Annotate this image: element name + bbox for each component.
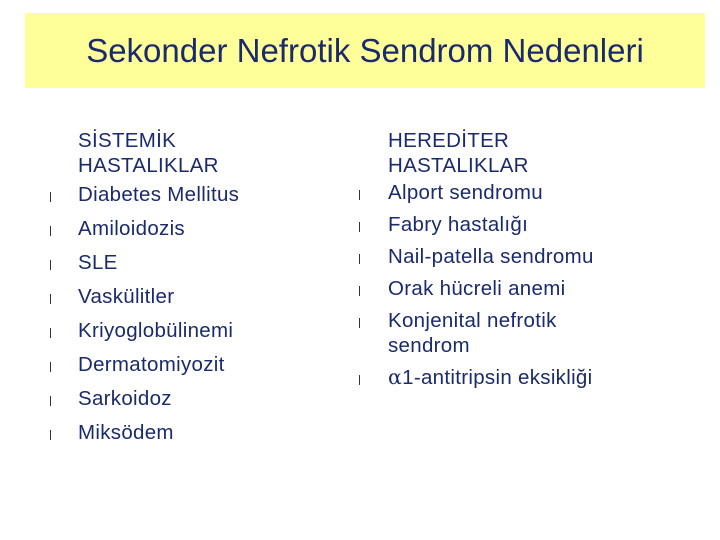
list-item-label: Alport sendromu (388, 181, 543, 204)
systemic-diseases-column (40, 128, 340, 454)
list-item-label: 1-antitripsin eksikliği (402, 366, 593, 389)
bullet-icon (359, 222, 361, 232)
bullet-icon (359, 254, 361, 264)
list-item (40, 182, 340, 207)
list-item-label: Sarkoidoz (78, 387, 172, 410)
list-item-label-line2: sendrom (388, 334, 470, 357)
list-item (40, 216, 340, 241)
list-item-label: Dermatomiyozit (78, 353, 225, 376)
bullet-icon (359, 318, 361, 328)
systemic-heading (40, 128, 340, 178)
list-item (40, 386, 340, 411)
list-item-label: Diabetes Mellitus (78, 183, 240, 206)
list-item (40, 250, 340, 275)
hereditary-diseases-column (350, 128, 695, 397)
hereditary-heading-line2: HASTALIKLAR (388, 154, 529, 177)
list-item (40, 420, 340, 445)
list-item-label-line1: Konjenital nefrotik (388, 309, 557, 332)
list-item (350, 244, 695, 269)
list-item-label: Amiloidozis (78, 217, 185, 240)
list-item-label: SLE (78, 251, 118, 274)
bullet-icon (50, 192, 52, 202)
list-item-label: Orak hücreli anemi (388, 277, 566, 300)
bullet-icon (50, 226, 52, 236)
list-item (350, 308, 695, 358)
list-item-label: Vaskülitler (78, 285, 175, 308)
hereditary-heading-line1: HEREDİTER (388, 129, 510, 152)
list-item (350, 180, 695, 205)
bullet-icon (50, 294, 52, 304)
list-item-label: Nail-patella sendromu (388, 245, 594, 268)
list-item (40, 284, 340, 309)
title-banner (25, 13, 705, 88)
bullet-icon (359, 375, 361, 385)
list-item-label: Kriyoglobülinemi (78, 319, 234, 342)
list-item-label: Fabry hastalığı (388, 213, 529, 236)
page-title: Sekonder Nefrotik Sendrom Nedenleri (86, 31, 644, 69)
alpha-symbol: α (388, 365, 403, 389)
list-item-label: Miksödem (78, 421, 174, 444)
hereditary-heading (350, 128, 695, 178)
bullet-icon (50, 430, 52, 440)
list-item (40, 352, 340, 377)
list-item (40, 318, 340, 343)
systemic-heading-line2: HASTALIKLAR (78, 154, 219, 177)
bullet-icon (50, 362, 52, 372)
systemic-heading-line1: SİSTEMİK (78, 129, 177, 152)
bullet-icon (50, 396, 52, 406)
list-item (350, 276, 695, 301)
bullet-icon (50, 328, 52, 338)
bullet-icon (359, 190, 361, 200)
bullet-icon (359, 286, 361, 296)
list-item (350, 365, 695, 390)
bullet-icon (50, 260, 52, 270)
list-item (350, 212, 695, 237)
